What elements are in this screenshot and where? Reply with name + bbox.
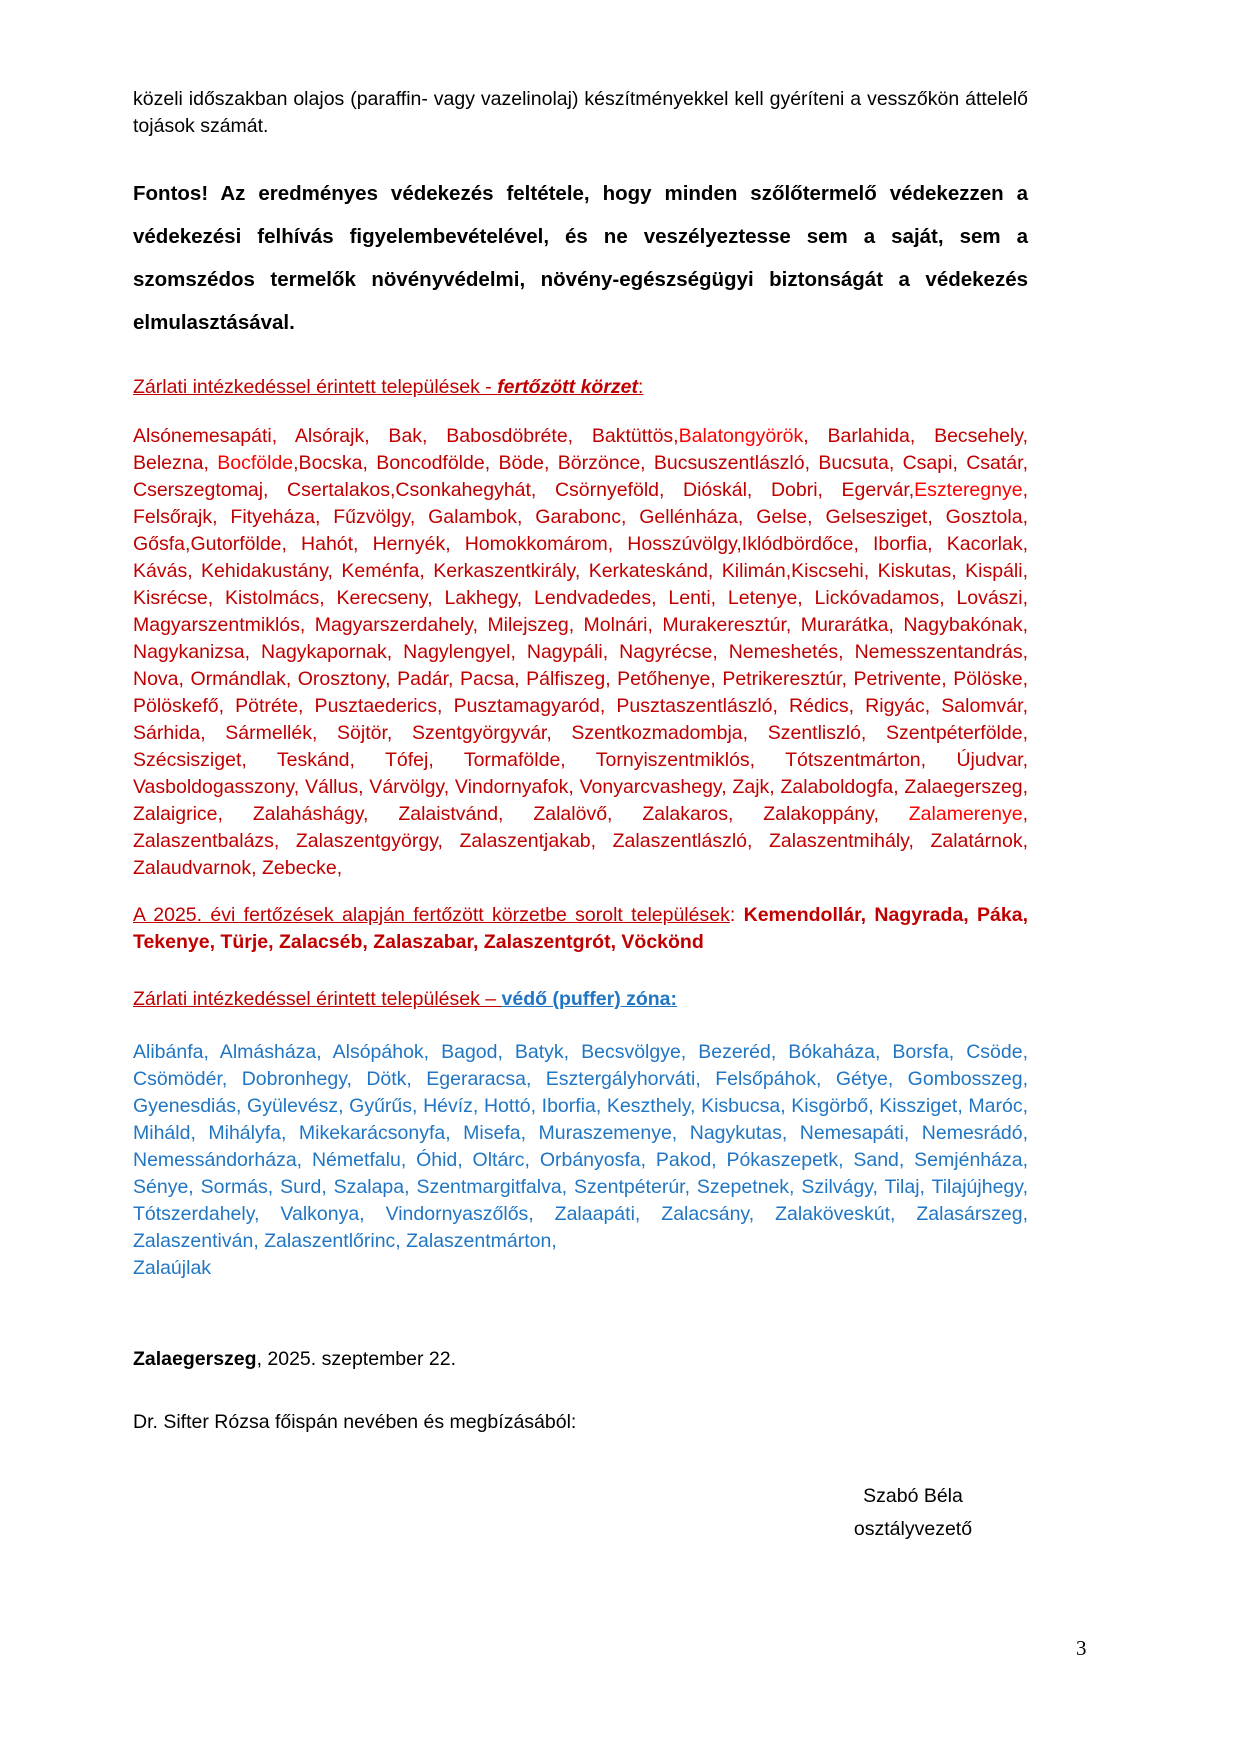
infected-towns-text: Alsónemesapáti, Alsórajk, Bak, Babosdöbréte, Baktüttös,Balatongyörök, Barlahida, Becsehely, Belezna, Bocfölde,Bocska, Boncodfölde, Böde, Börzönce, Bucsuszentlászló, Bucsuta, Csapi, Csatár, Cserszegtomaj, Csertalakos,Csonkahegyhát, Csörnyeföld, Dióskál, Dobri, Egervár,Eszteregnye, Felsőrajk, Fityeháza, Fűzvölgy, Galambok, Garabonc, Gellénháza, Gelse, Gelsesziget, Gosztola, Gősfa,Gutorfölde, Hahót, Hernyék, Homokkomárom, Hosszúvölgy,Iklódbördőce, Iborfia, Kacorlak, Kávás, Kehidakustány, Keménfa, Kerkaszentkirály, Kerkateskánd, Kilimán,Kiscsehi, Kiskutas, Kispáli, Kisrécse, Kistolmács, Kerecseny, Lakhegy, Lendvadedes, Lenti, Letenye, Lickóvadamos, Lovászi, Magyarszentmiklós, Magyarszerdahely, Milejszeg, Molnári, Murakeresztúr, Murarátka, Nagybakónak, Nagykanizsa, Nagykapornak, Nagylengyel, Nagypáli, Nagyrécse, Nemeshetés, Nemesszentandrás, Nova, Ormándlak, Orosztony, Padár, Pacsa, Pálfiszeg, Petőhenye, Petrikeresztúr, Petrivente, Pölöske, Pölöskefő, Pötréte, Pusztaederics, Pusztamagyaród, Pusztaszentlászló, Rédics, Rigyác, Salomvár, Sárhida, Sármellék, Söjtör, Szentgyörgyvár, Szentkozmadombja, Szentliszló, Szentpéterfölde, Szécsisziget, Teskánd, Tófej, Tormafölde, Tornyiszentmiklós, Tótszentmárton, Újudvar, Vasboldogasszony, Vállus, Várvölgy, Vindornyafok, Vonyarcvashegy, Zajk, Zalaboldogfa, Zalaegerszeg, Zalaigrice, Zalaháshágy, Zalaistvánd, Zalalövő, Zalakaros, Zalakoppány, Zalamerenye, Zalaszentbalázs, Zalaszentgyörgy, Zalaszentjakab, Zalaszentlászló, Zalaszentmihály, Zalatárnok, Zalaudvarnok, Zebecke, bbox=[133, 425, 1029, 879]
dateline-city: Zalaegerszeg bbox=[133, 1348, 257, 1370]
infected-zone-heading-emphasis: fertőzött körzet bbox=[497, 376, 639, 398]
infected-zone-heading-prefix: Zárlati intézkedéssel érintett települések - bbox=[133, 376, 498, 398]
intro-paragraph: közeli időszakban olajos (paraffin- vagy vazelinolaj) készítményekkel kell gyéríteni a vesszőkön áttelelő tojások számát. bbox=[133, 88, 1028, 137]
newly-infected-paragraph bbox=[133, 902, 1028, 956]
buffer-zone-heading bbox=[133, 986, 1028, 1013]
infected-zone-heading bbox=[133, 374, 1028, 401]
signer-title: osztályvezető bbox=[853, 1518, 973, 1540]
buffer-zone-heading-emphasis: védő (puffer) zóna: bbox=[501, 988, 678, 1010]
newly-infected-label: A 2025. évi fertőzések alapján fertőzött körzetbe sorolt települések bbox=[133, 904, 730, 926]
buffer-towns-text: Alibánfa, Almásháza, Alsópáhok, Bagod, Batyk, Becsvölgye, Bezeréd, Bókaháza, Borsfa, Csöde, Csömödér, Dobronhegy, Dötk, Egeraracsa, Esztergályhorváti, Felsőpáhok, Gétye, Gombosszeg, Gyenesdiás, Gyülevész, Gyűrűs, Hévíz, Hottó, Iborfia, Keszthely, Kisbucsa, Kisgörbő, Kissziget, Maróc, Miháld, Mihályfa, Mikekarácsonyfa, Misefa, Muraszemenye, Nagykutas, Nemesapáti, Nemesrádó, Nemessándorháza, Németfalu, Óhid, Oltárc, Orbányosfa, Pakod, Pókaszepetk, Sand, Semjénháza, Sénye, Sormás, Surd, Szalapa, Szentmargitfalva, Szentpéterúr, Szepetnek, Szilvágy, Tilaj, Tilajújhegy, Tótszerdahely, Valkonya, Vindornyaszőlős, Zalaapáti, Zalacsány, Zalaköveskút, Zalasárszeg, Zalaszentiván, Zalaszentlőrinc, Zalaszentmárton, bbox=[133, 1041, 1028, 1252]
dateline-date: , 2025. szeptember 22. bbox=[256, 1348, 457, 1370]
infected-zone-heading-colon: : bbox=[638, 376, 644, 398]
page-number: 3 bbox=[1076, 1636, 1087, 1660]
signature-block bbox=[773, 1480, 1053, 1546]
buffer-last-town: Zalaújlak bbox=[133, 1257, 212, 1279]
newly-infected-colon: : bbox=[729, 904, 744, 926]
important-paragraph: Fontos! Az eredményes védekezés feltétele, hogy minden szőlőtermelő védekezzen a védekezési felhívás figyelembevételével, és ne veszélyeztesse sem a saját, sem a szomszédos termelők növényvédelmi, növény-egészségügyi biztonságát a védekezés elmulasztásával. bbox=[133, 182, 1028, 334]
buffer-towns-block bbox=[133, 1039, 1028, 1282]
page-content bbox=[133, 86, 1028, 1546]
authorization-line: Dr. Sifter Rózsa főispán nevében és megbízásából: bbox=[133, 1411, 577, 1433]
newly-infected-towns: Kemendollár, Nagyrada, Páka, Tekenye, Türje, Zalacséb, Zalaszabar, Zalaszentgrót, Vöckönd bbox=[133, 904, 1029, 953]
buffer-zone-heading-prefix: Zárlati intézkedéssel érintett települések – bbox=[133, 988, 502, 1010]
dateline bbox=[133, 1346, 1028, 1373]
signer-name: Szabó Béla bbox=[863, 1485, 963, 1507]
